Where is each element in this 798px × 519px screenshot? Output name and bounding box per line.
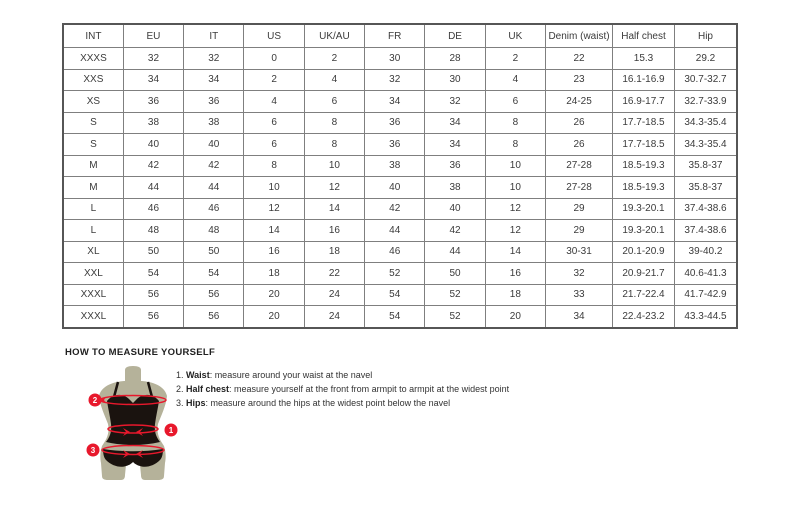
table-cell: M xyxy=(63,177,123,199)
table-cell: XXL xyxy=(63,263,123,285)
table-cell: 8 xyxy=(244,155,304,177)
table-cell: 22 xyxy=(304,263,364,285)
table-row xyxy=(63,134,737,156)
table-row xyxy=(63,112,737,134)
table-cell: 56 xyxy=(123,284,183,306)
table-row xyxy=(63,91,737,113)
table-cell: 20.9-21.7 xyxy=(613,263,675,285)
table-cell: 44 xyxy=(425,241,485,263)
table-cell: 46 xyxy=(365,241,425,263)
table-cell: 39-40.2 xyxy=(675,241,738,263)
table-cell: XXS xyxy=(63,69,123,91)
table-cell: 20.1-20.9 xyxy=(613,241,675,263)
table-cell: 46 xyxy=(123,198,183,220)
table-cell: 32 xyxy=(425,91,485,113)
table-cell: L xyxy=(63,198,123,220)
table-cell: 42 xyxy=(425,220,485,242)
table-cell: 29 xyxy=(546,220,613,242)
table-cell: 41.7-42.9 xyxy=(675,284,738,306)
table-cell: 52 xyxy=(425,284,485,306)
table-cell: 8 xyxy=(304,134,364,156)
table-row xyxy=(63,69,737,91)
table-cell: 40 xyxy=(425,198,485,220)
table-cell: XS xyxy=(63,91,123,113)
marker-badge-hips-label: 3 xyxy=(90,446,96,455)
table-cell: 50 xyxy=(184,241,244,263)
table-cell: 43.3-44.5 xyxy=(675,306,738,328)
table-row xyxy=(63,155,737,177)
table-cell: 36 xyxy=(365,112,425,134)
marker-badge-chest xyxy=(89,394,102,407)
table-cell: 17.7-18.5 xyxy=(613,112,675,134)
table-cell: 54 xyxy=(365,306,425,328)
table-cell: 12 xyxy=(304,177,364,199)
column-header: Denim (waist) xyxy=(546,24,613,48)
table-cell: 38 xyxy=(123,112,183,134)
marker-badge-hips xyxy=(87,444,100,457)
table-cell: 16 xyxy=(485,263,545,285)
table-cell: 30 xyxy=(365,48,425,70)
briefs-garment xyxy=(103,449,163,467)
table-cell: XXXS xyxy=(63,48,123,70)
table-row xyxy=(63,284,737,306)
table-cell: 16.1-16.9 xyxy=(613,69,675,91)
table-cell: 54 xyxy=(184,263,244,285)
table-cell: 4 xyxy=(485,69,545,91)
table-cell: 4 xyxy=(304,69,364,91)
measure-section-title: HOW TO MEASURE YOURSELF xyxy=(65,347,216,358)
table-cell: 12 xyxy=(485,198,545,220)
table-cell: 27-28 xyxy=(546,177,613,199)
table-cell: 26 xyxy=(546,112,613,134)
table-cell: 32 xyxy=(365,69,425,91)
table-cell: 18.5-19.3 xyxy=(613,155,675,177)
column-header: UK/AU xyxy=(304,24,364,48)
table-cell: 12 xyxy=(244,198,304,220)
table-cell: 35.8-37 xyxy=(675,155,738,177)
table-cell: 44 xyxy=(365,220,425,242)
size-chart-table xyxy=(62,23,738,329)
table-row xyxy=(63,198,737,220)
table-cell: 16 xyxy=(304,220,364,242)
table-cell: 40 xyxy=(123,134,183,156)
table-cell: 24 xyxy=(304,306,364,328)
column-header: FR xyxy=(365,24,425,48)
table-cell: 30 xyxy=(425,69,485,91)
table-row xyxy=(63,48,737,70)
table-cell: 30-31 xyxy=(546,241,613,263)
column-header: UK xyxy=(485,24,545,48)
table-cell: 22.4-23.2 xyxy=(613,306,675,328)
table-cell: 34 xyxy=(184,69,244,91)
table-cell: 14 xyxy=(244,220,304,242)
table-cell: 37.4-38.6 xyxy=(675,198,738,220)
column-header: EU xyxy=(123,24,183,48)
table-cell: 4 xyxy=(244,91,304,113)
table-cell: 36 xyxy=(365,134,425,156)
measure-step: 1. Waist: measure around your waist at the navel xyxy=(176,370,373,380)
marker-badge-waist xyxy=(165,424,178,437)
table-cell: 50 xyxy=(123,241,183,263)
table-cell: 34.3-35.4 xyxy=(675,112,738,134)
table-cell: 12 xyxy=(485,220,545,242)
table-cell: M xyxy=(63,155,123,177)
column-header: IT xyxy=(184,24,244,48)
table-cell: 18 xyxy=(244,263,304,285)
table-cell: 48 xyxy=(123,220,183,242)
table-cell: 20 xyxy=(244,306,304,328)
table-cell: 8 xyxy=(304,112,364,134)
table-cell: 22 xyxy=(546,48,613,70)
table-cell: 34.3-35.4 xyxy=(675,134,738,156)
table-cell: 52 xyxy=(425,306,485,328)
table-cell: 18 xyxy=(304,241,364,263)
table-cell: 34 xyxy=(425,112,485,134)
table-cell: 17.7-18.5 xyxy=(613,134,675,156)
table-cell: 38 xyxy=(184,112,244,134)
table-cell: 24-25 xyxy=(546,91,613,113)
table-cell: 14 xyxy=(485,241,545,263)
table-cell: XL xyxy=(63,241,123,263)
table-cell: 21.7-22.4 xyxy=(613,284,675,306)
table-cell: 10 xyxy=(485,155,545,177)
table-cell: 44 xyxy=(184,177,244,199)
table-cell: 48 xyxy=(184,220,244,242)
table-cell: 40 xyxy=(184,134,244,156)
table-row xyxy=(63,241,737,263)
table-cell: 32 xyxy=(184,48,244,70)
table-cell: 23 xyxy=(546,69,613,91)
table-cell: 40.6-41.3 xyxy=(675,263,738,285)
table-cell: 15.3 xyxy=(613,48,675,70)
table-cell: 40 xyxy=(365,177,425,199)
column-header: Half chest xyxy=(613,24,675,48)
table-row xyxy=(63,220,737,242)
table-cell: L xyxy=(63,220,123,242)
table-cell: XXXL xyxy=(63,284,123,306)
table-cell: 28 xyxy=(425,48,485,70)
column-header: DE xyxy=(425,24,485,48)
table-row xyxy=(63,263,737,285)
table-cell: 29.2 xyxy=(675,48,738,70)
table-cell: 32.7-33.9 xyxy=(675,91,738,113)
table-cell: 14 xyxy=(304,198,364,220)
measure-step: 2. Half chest: measure yourself at the front from armpit to armpit at the widest point xyxy=(176,384,510,394)
table-cell: 52 xyxy=(365,263,425,285)
table-cell: XXXL xyxy=(63,306,123,328)
mannequin-neck xyxy=(125,366,141,383)
table-cell: 32 xyxy=(546,263,613,285)
table-cell: 56 xyxy=(184,306,244,328)
table-cell: 10 xyxy=(485,177,545,199)
table-cell: 30.7-32.7 xyxy=(675,69,738,91)
table-cell: S xyxy=(63,134,123,156)
table-cell: 19.3-20.1 xyxy=(613,198,675,220)
table-cell: 2 xyxy=(244,69,304,91)
table-cell: 8 xyxy=(485,112,545,134)
table-cell: 16 xyxy=(244,241,304,263)
table-cell: 54 xyxy=(123,263,183,285)
table-cell: 33 xyxy=(546,284,613,306)
table-cell: 0 xyxy=(244,48,304,70)
measure-step: 3. Hips: measure around the hips at the widest point below the navel xyxy=(176,398,451,408)
table-cell: 26 xyxy=(546,134,613,156)
table-cell: 44 xyxy=(123,177,183,199)
marker-badge-chest-label: 2 xyxy=(92,396,98,405)
table-row xyxy=(63,306,737,328)
table-cell: 38 xyxy=(425,177,485,199)
table-cell: 6 xyxy=(244,112,304,134)
table-cell: 42 xyxy=(123,155,183,177)
table-cell: 24 xyxy=(304,284,364,306)
table-cell: 54 xyxy=(365,284,425,306)
measure-steps-list xyxy=(176,371,509,413)
table-cell: 34 xyxy=(123,69,183,91)
table-row xyxy=(63,177,737,199)
table-cell: 34 xyxy=(425,134,485,156)
table-cell: 6 xyxy=(244,134,304,156)
table-cell: 20 xyxy=(485,306,545,328)
table-cell: 8 xyxy=(485,134,545,156)
table-cell: 32 xyxy=(123,48,183,70)
table-cell: 36 xyxy=(184,91,244,113)
table-cell: 27-28 xyxy=(546,155,613,177)
table-cell: 18 xyxy=(485,284,545,306)
table-cell: 36 xyxy=(425,155,485,177)
table-cell: S xyxy=(63,112,123,134)
table-cell: 56 xyxy=(123,306,183,328)
table-cell: 20 xyxy=(244,284,304,306)
table-cell: 50 xyxy=(425,263,485,285)
mannequin-figure-svg xyxy=(78,366,190,482)
table-cell: 6 xyxy=(304,91,364,113)
table-cell: 18.5-19.3 xyxy=(613,177,675,199)
table-cell: 10 xyxy=(304,155,364,177)
marker-badge-waist-label: 1 xyxy=(168,426,174,435)
table-cell: 42 xyxy=(184,155,244,177)
table-cell: 38 xyxy=(365,155,425,177)
table-cell: 2 xyxy=(485,48,545,70)
table-cell: 34 xyxy=(546,306,613,328)
table-cell: 29 xyxy=(546,198,613,220)
table-cell: 19.3-20.1 xyxy=(613,220,675,242)
table-cell: 42 xyxy=(365,198,425,220)
size-chart-header xyxy=(63,24,737,48)
table-cell: 2 xyxy=(304,48,364,70)
measurement-figure-illustration xyxy=(78,366,190,482)
table-cell: 37.4-38.6 xyxy=(675,220,738,242)
table-cell: 34 xyxy=(365,91,425,113)
table-cell: 6 xyxy=(485,91,545,113)
column-header: US xyxy=(244,24,304,48)
table-cell: 46 xyxy=(184,198,244,220)
table-cell: 56 xyxy=(184,284,244,306)
table-cell: 10 xyxy=(244,177,304,199)
table-cell: 16.9-17.7 xyxy=(613,91,675,113)
column-header: Hip xyxy=(675,24,738,48)
table-cell: 35.8-37 xyxy=(675,177,738,199)
column-header: INT xyxy=(63,24,123,48)
table-cell: 36 xyxy=(123,91,183,113)
